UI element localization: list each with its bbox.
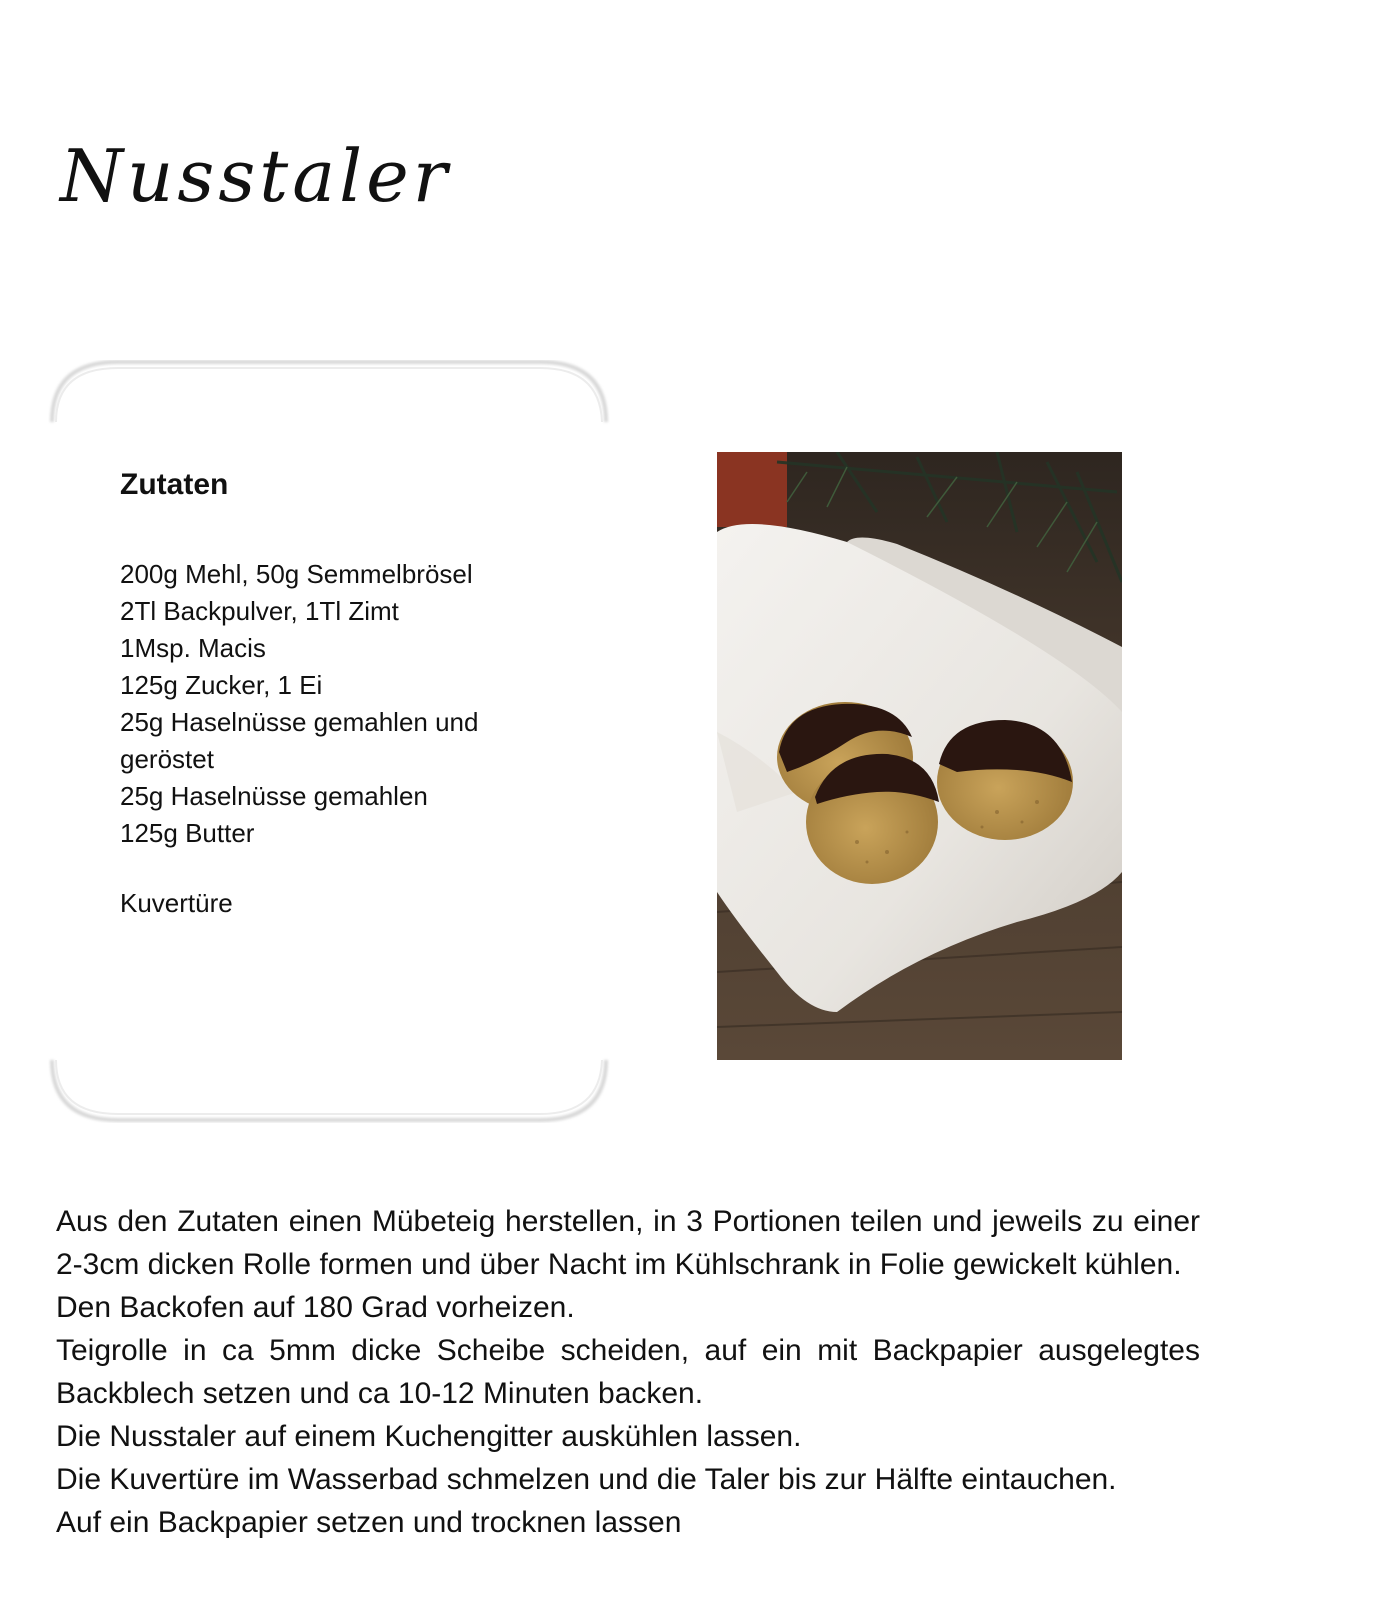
ingredient-line: 200g Mehl, 50g Semmelbrösel [120,559,473,589]
cookie-photo [717,452,1122,1060]
card-frame-top [52,362,606,422]
instruction-step: Die Nusstaler auf einem Kuchengitter auskühlen lassen. [56,1420,802,1453]
instructions [56,1200,1200,1544]
instruction-step: Den Backofen auf 180 Grad vorheizen. [56,1291,575,1324]
ingredient-line: 25g Haselnüsse gemahlen und [120,707,479,737]
card-frame-bottom [52,1060,606,1120]
ingredient-extra: Kuvertüre [120,888,233,918]
instruction-step: Die Kuvertüre im Wasserbad schmelzen und die Taler bis zur Hälfte eintauchen. [56,1463,1117,1496]
page-title: Nusstaler [60,134,452,218]
instruction-step: Auf ein Backpapier setzen und trocknen lassen [56,1506,682,1539]
ingredient-line: 1Msp. Macis [120,633,266,663]
ingredients-list [120,556,540,852]
instruction-step: Teigrolle in ca 5mm dicke Scheibe scheiden, auf ein mit Backpapier ausgelegtes Backblech setzen und ca 10-12 Minuten backen. [56,1334,1200,1410]
ingredients-heading: Zutaten [120,468,229,501]
ingredient-line: 125g Zucker, 1 Ei [120,670,323,700]
instruction-step: Aus den Zutaten einen Mübeteig herstellen, in 3 Portionen teilen und jeweils zu einer 2-3cm dicken Rolle formen und über Nacht im Kühlschrank in Folie gewickelt kühlen. [56,1205,1200,1281]
ingredient-line: 2Tl Backpulver, 1Tl Zimt [120,596,399,626]
cookie-photo-icon [717,452,1122,1060]
ingredient-line: 25g Haselnüsse gemahlen [120,781,428,811]
ingredient-line: 125g Butter [120,818,255,848]
ingredient-line: geröstet [120,744,214,774]
